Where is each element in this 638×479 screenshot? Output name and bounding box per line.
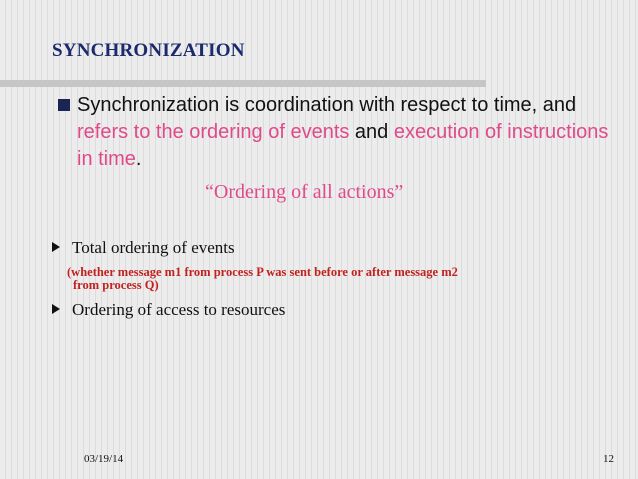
page-number: 12 <box>603 453 614 465</box>
quote-ordering-actions: “Ordering of all actions” <box>205 181 404 203</box>
arrow-bullet-access-ordering <box>52 300 285 320</box>
footer-date: 03/19/14 <box>84 453 124 465</box>
item-text: Total ordering of events <box>72 238 235 257</box>
main-bullet-part3: . <box>135 148 142 170</box>
arrow-bullet-icon <box>52 242 60 252</box>
main-bullet-text <box>58 92 628 173</box>
item-text: Ordering of access to resources <box>72 300 286 319</box>
main-bullet-part2: and <box>349 121 394 143</box>
title-underline <box>0 80 486 87</box>
square-bullet-icon <box>58 99 70 111</box>
sub-note <box>67 266 597 292</box>
highlight-ordering-events: refers to the ordering of events <box>77 121 350 143</box>
sub-note-line2: from process Q) <box>73 278 159 292</box>
main-bullet <box>58 92 628 173</box>
arrow-bullet-total-ordering <box>52 238 235 258</box>
highlight-execution: execution of instructions in time <box>77 121 609 170</box>
sub-note-line1: (whether message m1 from process P was sent before or after message m2 <box>67 265 458 279</box>
main-bullet-part1: Synchronization is coordination with respect to time, and <box>77 94 577 116</box>
slide-title: SYNCHRONIZATION <box>52 40 245 61</box>
arrow-bullet-icon <box>52 304 60 314</box>
